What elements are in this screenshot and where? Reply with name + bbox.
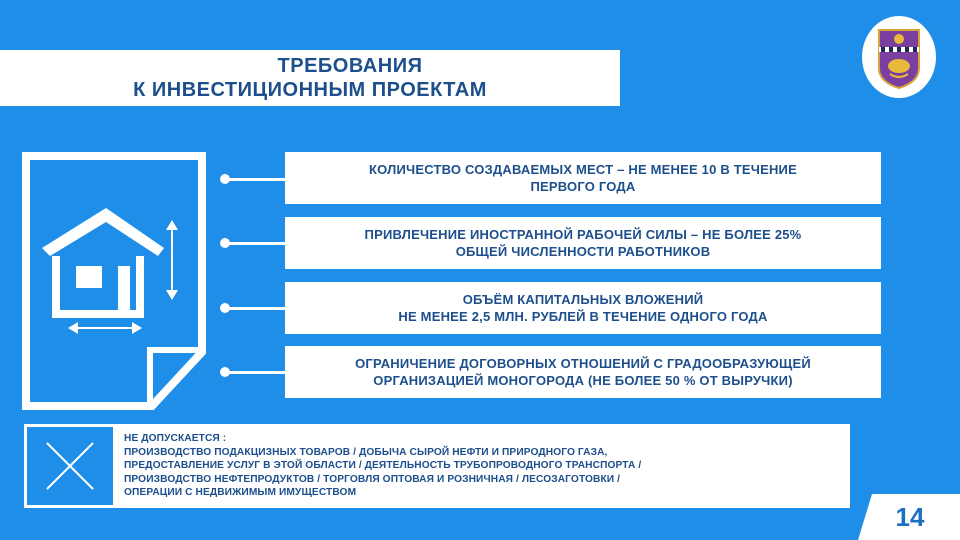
requirement-4-line-2: ОРГАНИЗАЦИЕЙ МОНОГОРОДА (НЕ БОЛЕЕ 50 % ОТ ВЫРУЧКИ)	[373, 373, 793, 388]
connector-line-1	[228, 178, 285, 181]
requirement-2-line-1: ПРИВЛЕЧЕНИЕ ИНОСТРАННОЙ РАБОЧЕЙ СИЛЫ – НЕ БОЛЕЕ 25%	[364, 227, 802, 242]
not-allowed-line-4: ОПЕРАЦИИ С НЕДВИЖИМЫМ ИМУЩЕСТВОМ	[124, 487, 357, 499]
connector-line-4	[228, 371, 285, 374]
requirement-2	[285, 217, 881, 269]
house-blueprint-icon	[22, 152, 212, 410]
requirement-1	[285, 152, 881, 204]
not-allowed-heading: НЕ ДОПУСКАЕТСЯ :	[124, 433, 227, 444]
title-line-2: К ИНВЕСТИЦИОННЫМ ПРОЕКТАМ	[133, 79, 487, 101]
requirement-3-line-2: НЕ МЕНЕЕ 2,5 МЛН. РУБЛЕЙ В ТЕЧЕНИЕ ОДНОГО ГОДА	[398, 309, 768, 324]
connector-dot-4	[220, 367, 230, 377]
requirement-1-line-2: ПЕРВОГО ГОДА	[530, 179, 636, 194]
not-allowed-line-1: ПРОИЗВОДСТВО ПОДАКЦИЗНЫХ ТОВАРОВ / ДОБЫЧА СЫРОЙ НЕФТИ И ПРИРОДНОГО ГАЗА,	[124, 446, 608, 458]
requirement-3-line-1: ОБЪЁМ КАПИТАЛЬНЫХ ВЛОЖЕНИЙ	[462, 292, 704, 307]
page-number: 14	[895, 502, 925, 532]
coat-of-arms-icon	[862, 16, 936, 98]
requirement-4	[285, 346, 881, 398]
not-allowed-panel	[116, 424, 850, 508]
requirement-2-line-2: ОБЩЕЙ ЧИСЛЕННОСТИ РАБОТНИКОВ	[455, 244, 711, 259]
connector-line-2	[228, 242, 285, 245]
emblem	[862, 16, 936, 98]
cross-icon	[27, 427, 113, 505]
connector-dot-1	[220, 174, 230, 184]
not-allowed-line-2: ПРЕДОСТАВЛЕНИЕ УСЛУГ В ЭТОЙ ОБЛАСТИ / ДЕЯТЕЛЬНОСТЬ ТРУБОПРОВОДНОГО ТРАНСПОРТА /	[124, 460, 642, 472]
requirement-3	[285, 282, 881, 334]
title-line-1: ТРЕБОВАНИЯ	[277, 55, 423, 77]
title-box	[0, 50, 620, 106]
connector-line-3	[228, 307, 285, 310]
not-allowed-line-3: ПРОИЗВОДСТВО НЕФТЕПРОДУКТОВ / ТОРГОВЛЯ ОПТОВАЯ И РОЗНИЧНАЯ / ЛЕСОЗАГОТОВКИ /	[124, 473, 621, 485]
connector-dot-3	[220, 303, 230, 313]
connector-dot-2	[220, 238, 230, 248]
requirement-4-line-1: ОГРАНИЧЕНИЕ ДОГОВОРНЫХ ОТНОШЕНИЙ С ГРАДООБРАЗУЮЩЕЙ	[355, 356, 811, 371]
cross-box	[24, 424, 116, 508]
requirement-1-line-1: КОЛИЧЕСТВО СОЗДАВАЕМЫХ МЕСТ – НЕ МЕНЕЕ 10 В ТЕЧЕНИЕ	[369, 162, 797, 177]
